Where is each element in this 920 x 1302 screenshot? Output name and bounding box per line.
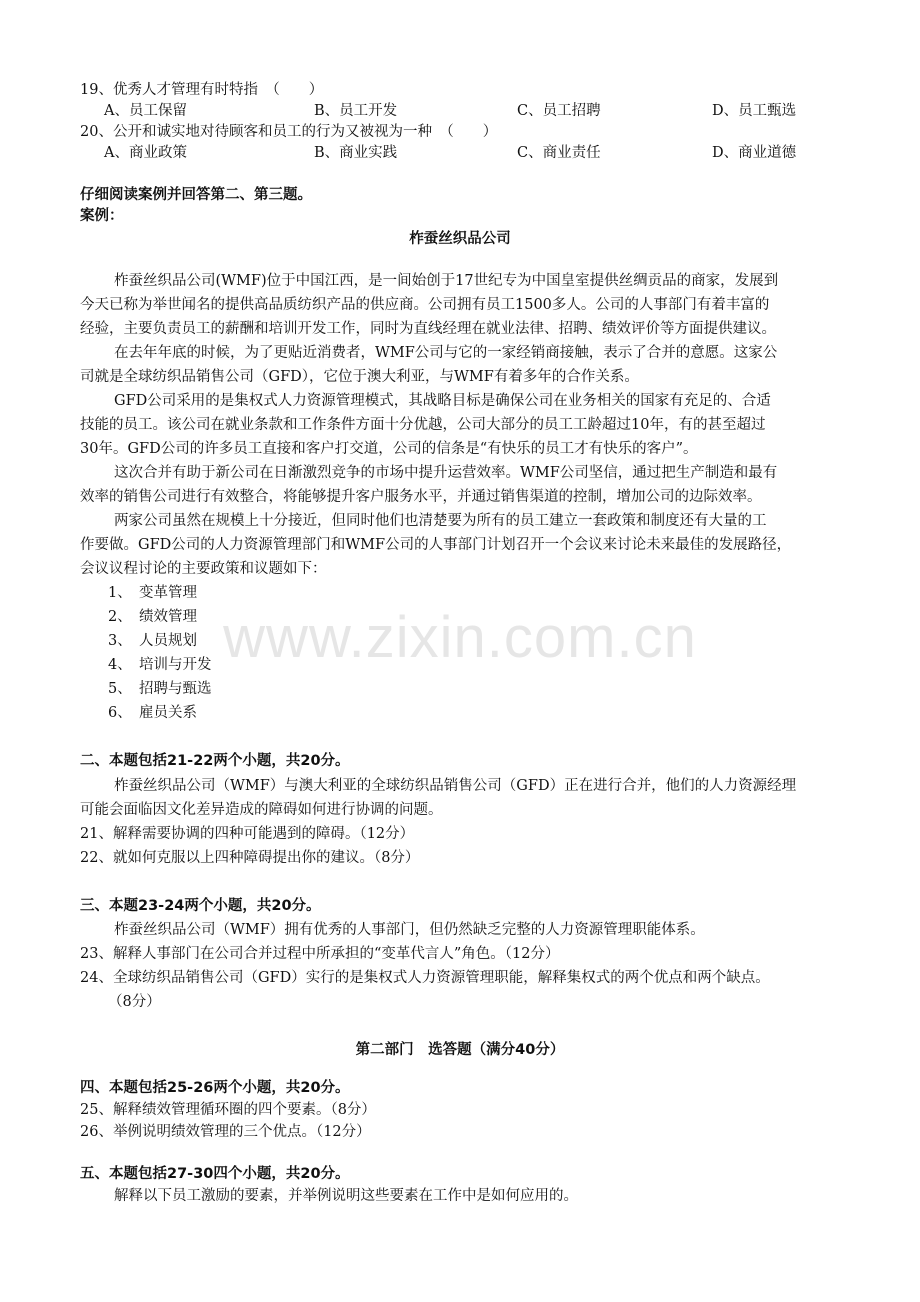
case-paragraph-line: 作要做。GFD公司的人力资源管理部门和WMF公司的人事部门计划召开一个会议来讨论未来最佳的发展路径， <box>80 537 792 553</box>
case-label: 案例： <box>80 208 124 224</box>
q20-option-c: C、商业责任 <box>517 145 601 161</box>
case-paragraph-line: 经验，主要负责员工的薪酬和培训开发工作，同时为直线经理在就业法律、招聘、绩效评价等方面提供建议。 <box>80 321 776 337</box>
section-5-intro: 解释以下员工激励的要素，并举例说明这些要素在工作中是如何应用的。 <box>114 1188 578 1204</box>
question-24-points: （8分） <box>108 994 161 1010</box>
agenda-item: 2、 绩效管理 <box>108 609 197 625</box>
case-paragraph-line: 司就是全球纺织品销售公司（GFD），它位于澳大利亚，与WMF有着多年的合作关系。 <box>80 369 639 385</box>
q19-option-c: C、员工招聘 <box>517 103 601 119</box>
section-2-intro: 可能会面临因文化差异造成的障碍如何进行协调的问题。 <box>80 802 443 818</box>
q20-option-b: B、商业实践 <box>314 145 398 161</box>
q19-option-b: B、员工开发 <box>314 103 398 119</box>
case-paragraph-line: 技能的员工。该公司在就业条款和工作条件方面十分优越，公司大部分的员工工龄超过10年，有的甚至超过 <box>80 417 766 433</box>
agenda-item: 4、 培训与开发 <box>108 657 212 673</box>
part-2-title: 第二部门 选答题（满分40分） <box>355 1042 565 1058</box>
case-paragraph-line: 这次合并有助于新公司在日渐激烈竞争的市场中提升运营效率。WMF公司坚信，通过把生产制造和最有 <box>114 465 778 481</box>
q19-option-d: D、员工甄选 <box>712 103 797 119</box>
section-5-title: 五、本题包括27-30四个小题，共20分。 <box>80 1166 350 1182</box>
case-paragraph-line: 今天已称为举世闻名的提供高品质纺织产品的供应商。公司拥有员工1500多人。公司的人事部门有着丰富的 <box>80 297 770 313</box>
case-paragraph-line: 效率的销售公司进行有效整合，将能够提升客户服务水平，并通过销售渠道的控制，增加公司的边际效率。 <box>80 489 762 505</box>
case-paragraph-line: 在去年年底的时候，为了更贴近消费者，WMF公司与它的一家经销商接触，表示了合并的意愿。这家公 <box>114 345 778 361</box>
agenda-item: 5、 招聘与甄选 <box>108 681 212 697</box>
case-paragraph-line: 会议议程讨论的主要政策和议题如下： <box>80 561 327 577</box>
question-26: 26、举例说明绩效管理的三个优点。（12分） <box>80 1124 371 1140</box>
agenda-item: 1、 变革管理 <box>108 585 197 601</box>
watermark: www.zixin.com.cn <box>223 605 697 670</box>
case-instruction: 仔细阅读案例并回答第二、第三题。 <box>80 187 312 203</box>
case-paragraph-line: GFD公司采用的是集权式人力资源管理模式，其战略目标是确保公司在业务相关的国家有充足的、合适 <box>114 393 771 409</box>
q20-option-d: D、商业道德 <box>712 145 797 161</box>
section-4-title: 四、本题包括25-26两个小题，共20分。 <box>80 1080 350 1096</box>
question-20-stem: 20、公开和诚实地对待顾客和员工的行为又被视为一种 （ ） <box>80 124 498 140</box>
question-22: 22、就如何克服以上四种障碍提出你的建议。（8分） <box>80 850 420 866</box>
question-23: 23、解释人事部门在公司合并过程中所承担的“变革代言人”角色。（12分） <box>80 946 560 962</box>
case-paragraph-line: 柞蚕丝织品公司(WMF)位于中国江西，是一间始创于17世纪专为中国皇室提供丝绸贡品的商家，发展到 <box>114 273 779 289</box>
section-3-title: 三、本题23-24两个小题，共20分。 <box>80 898 321 914</box>
section-2-intro: 柞蚕丝织品公司（WMF）与澳大利亚的全球纺织品销售公司（GFD）正在进行合并，他们的人力资源经理 <box>114 778 797 794</box>
case-paragraph-line: 两家公司虽然在规模上十分接近，但同时他们也清楚要为所有的员工建立一套政策和制度还有大量的工 <box>114 513 767 529</box>
question-19-stem: 19、优秀人才管理有时特指 （ ） <box>80 82 324 98</box>
question-24: 24、全球纺织品销售公司（GFD）实行的是集权式人力资源管理职能，解释集权式的两个优点和两个缺点。 <box>80 970 770 986</box>
q20-option-a: A、商业政策 <box>104 145 187 161</box>
agenda-item: 3、 人员规划 <box>108 633 197 649</box>
case-title: 柞蚕丝织品公司 <box>409 231 511 247</box>
q19-option-a: A、员工保留 <box>104 103 187 119</box>
question-21: 21、解释需要协调的四种可能遇到的障碍。（12分） <box>80 826 415 842</box>
agenda-item: 6、 雇员关系 <box>108 705 197 721</box>
section-2-title: 二、本题包括21-22两个小题，共20分。 <box>80 753 350 769</box>
case-paragraph-line: 30年。GFD公司的许多员工直接和客户打交道，公司的信条是“有快乐的员工才有快乐的客户”。 <box>80 441 698 457</box>
section-3-intro: 柞蚕丝织品公司（WMF）拥有优秀的人事部门，但仍然缺乏完整的人力资源管理职能体系。 <box>114 922 705 938</box>
question-25: 25、解释绩效管理循环圈的四个要素。（8分） <box>80 1102 376 1118</box>
